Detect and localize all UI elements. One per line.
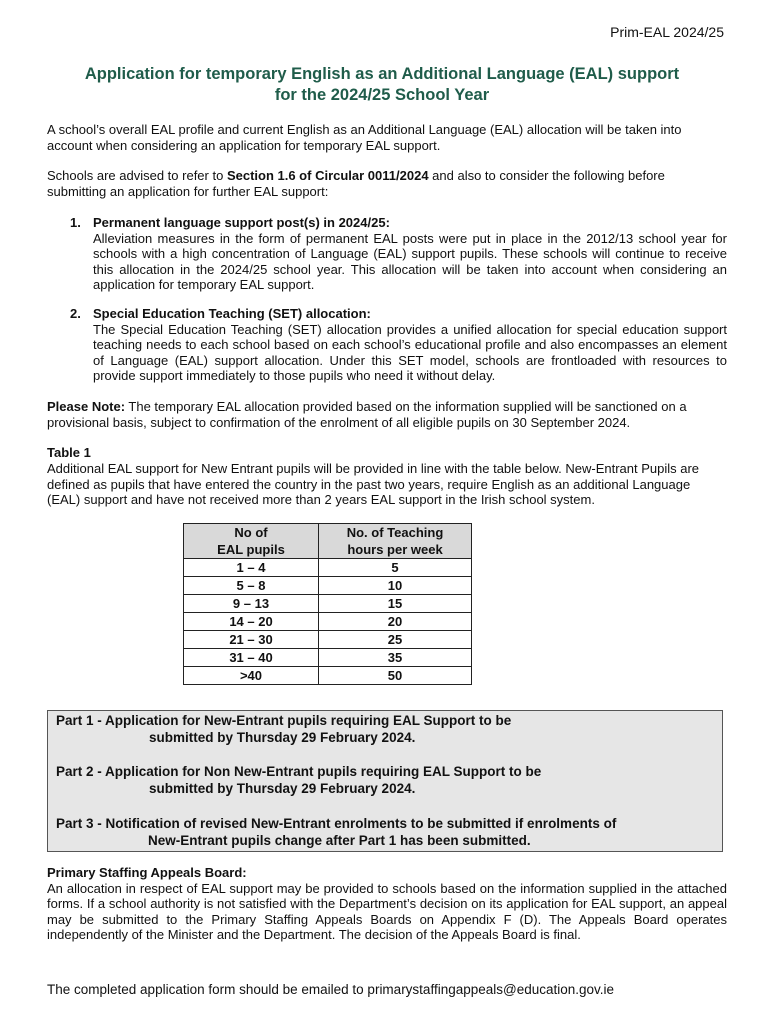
- part-2-notice: Part 2 - Application for Non New-Entrant pupils requiring EAL Support to be submitted by Thursday 29 February 2024.: [56, 764, 542, 796]
- table-1-intro: Additional EAL support for New Entrant pupils will be provided in line with the table below. New-Entrant Pupils are defined as pupils that have entered the country in the past two years, require English as an additional Language (EAL) support and have not received more than 2 years EAL support in the Irish school system.: [47, 461, 700, 507]
- eal-hours-table: [183, 523, 472, 685]
- cell-hours: 50: [319, 667, 472, 685]
- column-header-hours: No. of Teaching hours per week: [319, 524, 472, 559]
- cell-hours: 25: [319, 631, 472, 649]
- table-row: [184, 559, 472, 577]
- cell-hours: 35: [319, 649, 472, 667]
- cell-pupils: 14 – 20: [184, 613, 319, 631]
- table-row: [184, 613, 472, 631]
- part-1-notice: Part 1 - Application for New-Entrant pupils requiring EAL Support to be submitted by Thursday 29 February 2024.: [56, 713, 512, 745]
- list-item-text: Alleviation measures in the form of permanent EAL posts were put in place in the 2012/13 school year for schools with a high concentration of Language (EAL) support pupils. These schools will continue to receive this allocation in the 2024/25 school year. This allocation will be taken into account when considering an application for temporary EAL support.: [93, 230, 727, 292]
- application-parts-box: [47, 710, 723, 852]
- list-item-heading: Permanent language support post(s) in 2024/25:: [93, 215, 390, 230]
- table-row: [184, 631, 472, 649]
- email-instruction: The completed application form should be emailed to primarystaffingappeals@education.gov.ie: [47, 982, 615, 997]
- cell-pupils: 9 – 13: [184, 595, 319, 613]
- advice-post: and also to consider the following before submitting an application for further EAL support:: [47, 168, 665, 199]
- circular-reference: Section 1.6 of Circular 0011/2024: [226, 168, 429, 183]
- intro-paragraph: A school’s overall EAL profile and current English as an Additional Language (EAL) allocation will be taken into account when considering an application for temporary EAL support.: [47, 122, 682, 153]
- cell-hours: 15: [319, 595, 472, 613]
- cell-pupils: 21 – 30: [184, 631, 319, 649]
- cell-pupils: 31 – 40: [184, 649, 319, 667]
- list-item-heading: Special Education Teaching (SET) allocation:: [93, 306, 371, 321]
- list-item-permanent-posts: [70, 215, 727, 293]
- cell-hours: 20: [319, 613, 472, 631]
- cell-hours: 10: [319, 577, 472, 595]
- table-row: [184, 667, 472, 685]
- part-3-notice: Part 3 - Notification of revised New-Entrant enrolments to be submitted if enrolments of New-Entrant pupils change after Part 1 has been submitted.: [56, 816, 617, 848]
- cell-pupils: 1 – 4: [184, 559, 319, 577]
- document-title: [40, 64, 724, 106]
- table-row: [184, 577, 472, 595]
- appeals-heading: Primary Staffing Appeals Board:: [47, 865, 247, 880]
- cell-pupils: >40: [184, 667, 319, 685]
- please-note-paragraph: [47, 399, 727, 430]
- appeals-text: An allocation in respect of EAL support may be provided to schools based on the information supplied in the attached forms. If a school authority is not satisfied with the Department’s decision on its application for EAL support, an appeal may be submitted to the Primary Staffing Appeals Boards on Appendix F (D). The Appeals Board operates independently of the Minister and the Department. The decision of the Appeals Board is final.: [47, 880, 727, 942]
- cell-pupils: 5 – 8: [184, 577, 319, 595]
- table-row: [184, 595, 472, 613]
- note-label: Please Note:: [47, 399, 126, 414]
- title-line-2: for the 2024/25 School Year: [274, 86, 490, 104]
- list-item-text: The Special Education Teaching (SET) allocation provides a unified allocation for special education support teaching needs to each school based on each school’s educational profile and also encompasses an element of Language (EAL) support allocation. Under this SET model, schools are frontloaded with resources to provide support immediately to those pupils who need it without delay.: [93, 321, 727, 383]
- advice-paragraph: [47, 168, 727, 199]
- list-item-number: 2.: [70, 306, 81, 321]
- list-item-number: 1.: [70, 215, 81, 230]
- title-line-1: Application for temporary English as an Additional Language (EAL) support: [84, 65, 680, 83]
- note-text: The temporary EAL allocation provided based on the information supplied will be sanctioned on a provisional basis, subject to confirmation of the enrolment of all eligible pupils on 30 September 2024.: [47, 399, 687, 430]
- cell-hours: 5: [319, 559, 472, 577]
- advice-pre: Schools are advised to refer to: [47, 168, 227, 183]
- table-1-heading: Table 1: [47, 445, 91, 460]
- document-reference: Prim-EAL 2024/25: [610, 24, 724, 40]
- list-item-set-allocation: [70, 306, 727, 384]
- appeals-section: [47, 865, 727, 943]
- table-row: [184, 649, 472, 667]
- column-header-pupils: No of EAL pupils: [184, 524, 319, 559]
